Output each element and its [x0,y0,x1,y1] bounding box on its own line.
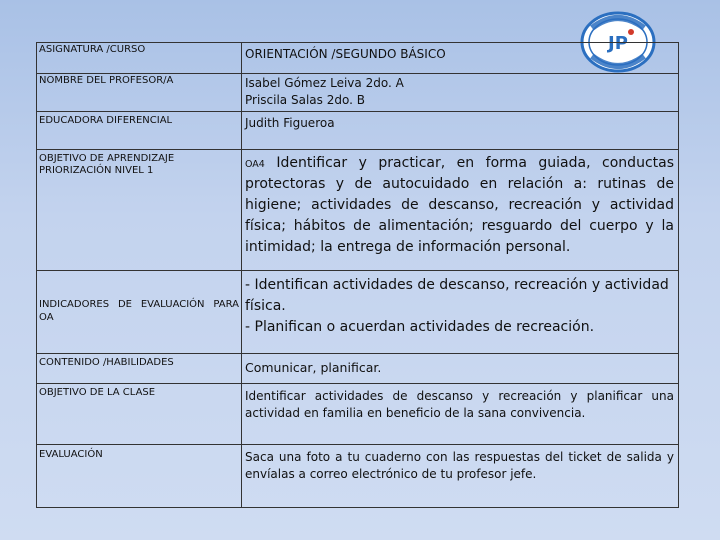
table-row [37,111,679,149]
row-label-asignatura: ASIGNATURA /CURSO [37,43,242,74]
table-row [37,444,679,507]
row-value-evaluacion: Saca una foto a tu cuaderno con las respuestas del ticket de salida y envíalas a correo electrónico de tu profesor jefe. [242,444,679,507]
teacher-name-b: Priscila Salas 2do. B [245,93,365,108]
table-row [37,353,679,383]
row-value-objetivo-clase: Identificar actividades de descanso y recreación y planificar una actividad en familia en beneficio de la sana convivencia. [242,383,679,444]
row-label-evaluacion: EVALUACIÓN [37,444,242,507]
table-row [37,43,679,74]
objective-label-line-2: PRIORIZACIÓN NIVEL 1 [39,165,154,177]
row-label-profesor: NOMBRE DEL PROFESOR/A [37,74,242,112]
objective-code: OA4 [245,158,265,170]
table-row [37,270,679,353]
teacher-name-a: Isabel Gómez Leiva 2do. A [245,76,404,90]
indicator-2: - Planifican o acuerdan actividades de recreación. [245,318,595,335]
row-value-contenido: Comunicar, planificar. [242,353,679,383]
table-row [37,74,679,112]
row-label-objetivo [37,149,242,270]
row-value-objetivo [242,149,679,270]
row-label-indicadores: INDICADORES DE EVALUACIÓN PARA OA [37,270,242,353]
row-label-objetivo-clase: OBJETIVO DE LA CLASE [37,383,242,444]
objective-label-line-1: OBJETIVO DE APRENDIZAJE [39,152,175,164]
logo-initials: JP [608,33,628,54]
row-value-asignatura: ORIENTACIÓN /SEGUNDO BÁSICO [242,43,679,74]
lesson-plan-table [36,42,679,508]
row-value-educadora: Judith Figueroa [242,111,679,149]
objective-text: Identificar y practicar, en forma guiada, conductas protectoras y de autocuidado en relación a: rutinas de higiene; actividades de descanso, recreación y actividad física; hábitos de alimentación; resguardo del cuerpo y la intimidad; la entrega de información personal. [245,154,675,255]
row-label-contenido: CONTENIDO /HABILIDADES [37,353,242,383]
table-row [37,149,679,270]
table-row [37,383,679,444]
indicator-1: - Identifican actividades de descanso, recreación y actividad física. [245,276,669,314]
row-value-profesor [242,74,679,112]
row-value-indicadores [242,270,679,353]
row-label-educadora: EDUCADORA DIFERENCIAL [37,111,242,149]
